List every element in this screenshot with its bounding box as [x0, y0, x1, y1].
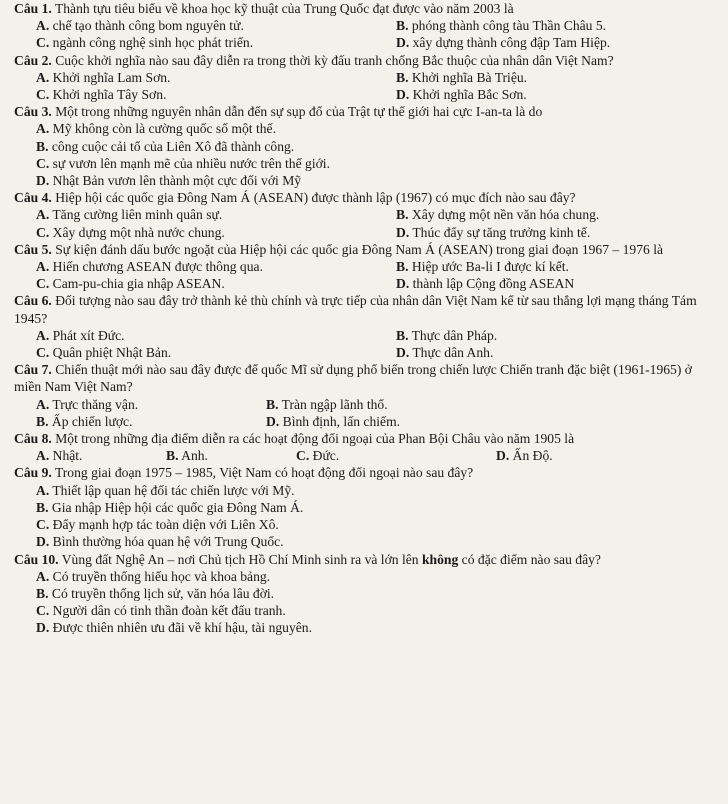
options	[14, 396, 720, 430]
question-stem: Cuộc khởi nghĩa nào sau đây diễn ra trong thời kỳ đấu tranh chống Bắc thuộc của nhân dân Việt Nam?	[55, 52, 614, 68]
option-a[interactable]: A. Hiến chương ASEAN được thông qua.	[36, 259, 263, 275]
option-b[interactable]: B. Hiệp ước Ba-li I được kí kết.	[396, 259, 569, 275]
option-d[interactable]: D. Thực dân Anh.	[396, 345, 494, 361]
option-b[interactable]: B. Có truyền thống lịch sử, văn hóa lâu đời.	[36, 585, 275, 601]
options	[14, 258, 720, 292]
question-stem: Trong giai đoạn 1975 – 1985, Việt Nam có hoạt động đối ngoại nào sau đây?	[54, 465, 474, 481]
option-c[interactable]: C. Đẩy mạnh hợp tác toàn diện với Liên Xô.	[36, 517, 279, 533]
question-10	[14, 551, 720, 637]
option-a[interactable]: A. Có truyền thống hiếu học và khoa bảng.	[36, 568, 271, 584]
question-stem: Thành tựu tiêu biểu về khoa học kỹ thuật của Trung Quốc đạt được vào năm 2003 là	[54, 1, 514, 16]
option-d[interactable]: D. Khởi nghĩa Bắc Sơn.	[396, 87, 527, 103]
question-number: Câu 9.	[14, 465, 52, 481]
question-number: Câu 5.	[14, 241, 52, 257]
question-4	[14, 189, 720, 241]
question-stem: Một trong những địa điểm diễn ra các hoạt động đối ngoại của Phan Bội Châu vào năm 1905 là	[55, 431, 575, 447]
question-number: Câu 3.	[14, 104, 52, 120]
option-c[interactable]: C. sự vươn lên mạnh mẽ của nhiều nước trên thế giới.	[36, 155, 330, 171]
option-d[interactable]: D. Thúc đẩy sự tăng trưởng kinh tế.	[396, 224, 591, 240]
question-number: Câu 4.	[14, 190, 52, 206]
question-3	[14, 103, 720, 189]
question-1	[14, 0, 720, 52]
question-number: Câu 1.	[14, 1, 52, 16]
option-d[interactable]: D. Ấn Độ.	[496, 448, 553, 464]
question-stem: Đối tượng nào sau đây trở thành kẻ thù chính và trực tiếp của nhân dân Việt Nam kể từ sau thắng lợi mạng tháng Tám 1945?	[14, 293, 697, 326]
option-a[interactable]: A. Khởi nghĩa Lam Sơn.	[36, 69, 171, 85]
options	[14, 568, 720, 637]
option-c[interactable]: C. Cam-pu-chia gia nhập ASEAN.	[36, 276, 225, 292]
question-stem-end: có đặc điểm nào sau đây?	[461, 551, 601, 567]
option-c[interactable]: C. Khởi nghĩa Tây Sơn.	[36, 87, 167, 103]
options	[14, 482, 720, 551]
options	[14, 69, 720, 103]
question-stem: Hiệp hội các quốc gia Đông Nam Á (ASEAN) được thành lập (1967) có mục đích nào sau đây?	[55, 190, 576, 206]
options	[14, 206, 720, 240]
option-b[interactable]: B. Gia nhập Hiệp hội các quốc gia Đông Nam Á.	[36, 499, 304, 515]
question-5	[14, 241, 720, 293]
option-a[interactable]: A. Nhật.	[36, 448, 83, 464]
question-stem: Vùng đất Nghệ An – nơi Chủ tịch Hồ Chí Minh sinh ra và lớn lên	[61, 551, 419, 567]
question-number: Câu 8.	[14, 431, 52, 447]
option-c[interactable]: C. Quân phiệt Nhật Bản.	[36, 345, 172, 361]
option-c[interactable]: C. Xây dựng một nhà nước chung.	[36, 224, 225, 240]
option-c[interactable]: C. Người dân có tinh thần đoàn kết đấu tranh.	[36, 603, 286, 619]
question-stem: Chiến thuật mới nào sau đây được để quốc Mĩ sử dụng phổ biến trong chiến lược Chiến tranh đặc biệt (1961-1965) ở miền Nam Việt Nam?	[14, 362, 692, 395]
option-c[interactable]: B. Ấp chiến lược.	[36, 413, 133, 429]
option-a[interactable]: A. chế tạo thành công bom nguyên tử.	[36, 18, 244, 34]
question-stem: Sự kiện đánh dấu bước ngoặt của Hiệp hội các quốc gia Đông Nam Á (ASEAN) trong giai đoạn 1967 – 1976 là	[55, 241, 664, 257]
question-number: Câu 7.	[14, 362, 52, 378]
option-d[interactable]: D. xây dựng thành công đập Tam Hiệp.	[396, 35, 611, 51]
question-2	[14, 52, 720, 104]
options	[14, 447, 720, 464]
option-d[interactable]: D. Bình thường hóa quan hệ với Trung Quốc.	[36, 534, 284, 550]
question-6	[14, 292, 720, 361]
options	[14, 120, 720, 189]
option-a[interactable]: A. Tăng cường liên minh quân sự.	[36, 207, 223, 223]
option-b[interactable]: B. Anh.	[166, 448, 208, 464]
option-d[interactable]: D. Nhật Bản vươn lên thành một cực đối với Mỹ	[36, 173, 302, 189]
question-7	[14, 361, 720, 430]
option-c[interactable]: C. Đức.	[296, 448, 340, 464]
option-d[interactable]: D. Bình định, lấn chiếm.	[266, 413, 401, 429]
option-d[interactable]: D. thành lập Cộng đồng ASEAN	[396, 276, 575, 292]
option-b[interactable]: B. Khởi nghĩa Bà Triệu.	[396, 69, 528, 85]
option-b[interactable]: B. công cuộc cải tổ của Liên Xô đã thành công.	[36, 138, 295, 154]
option-b[interactable]: B. Xây dựng một nền văn hóa chung.	[396, 207, 600, 223]
option-c[interactable]: C. ngành công nghệ sinh học phát triển.	[36, 35, 254, 51]
question-8	[14, 430, 720, 464]
option-a[interactable]: A. Phát xít Đức.	[36, 327, 125, 343]
question-stem-emphasis: không	[421, 551, 459, 567]
option-b[interactable]: B. Tràn ngập lãnh thổ.	[266, 396, 388, 412]
question-number: Câu 6.	[14, 293, 52, 309]
question-stem: Một trong những nguyên nhân dẫn đến sự sụp đổ của Trật tự thế giới hai cực I-an-ta là do	[55, 104, 543, 120]
options	[14, 17, 720, 51]
option-b[interactable]: B. phóng thành công tàu Thần Châu 5.	[396, 18, 607, 34]
option-a[interactable]: A. Trực thăng vận.	[36, 396, 139, 412]
option-d[interactable]: D. Được thiên nhiên ưu đãi về khí hậu, tài nguyên.	[36, 620, 313, 636]
question-number: Câu 2.	[14, 52, 52, 68]
question-number: Câu 10.	[14, 551, 59, 567]
options	[14, 327, 720, 361]
option-b[interactable]: B. Thực dân Pháp.	[396, 327, 498, 343]
question-9	[14, 464, 720, 550]
option-a[interactable]: A. Thiết lập quan hệ đối tác chiến lược với Mỹ.	[36, 482, 295, 498]
option-a[interactable]: A. Mỹ không còn là cường quốc số một thế.	[36, 121, 276, 137]
